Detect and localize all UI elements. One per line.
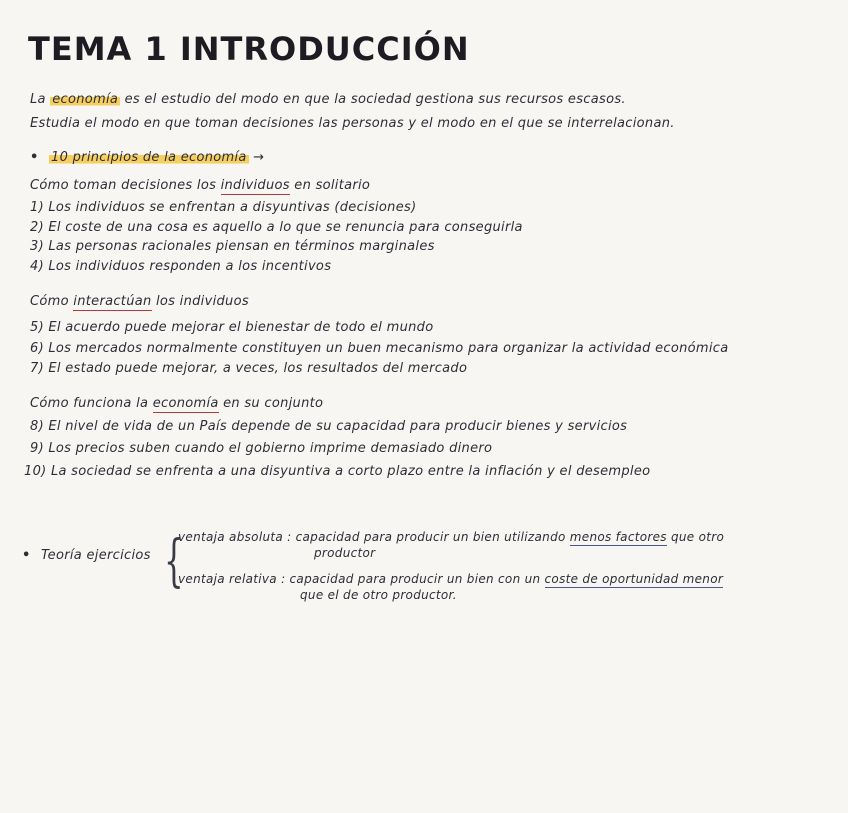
ventaja-absoluta-text: capacidad para producir un bien utilizando	[295, 530, 566, 544]
intro-line-1	[30, 92, 626, 107]
intro-word: La	[30, 92, 46, 107]
ventaja-absoluta-label: ventaja absoluta :	[178, 530, 292, 544]
group1-heading-text: Cómo toman decisiones los	[30, 178, 217, 193]
group1-heading-text-end: en solitario	[294, 178, 371, 193]
principle-item: 1) Los individuos se enfrentan a disyuntivas (decisiones)	[30, 200, 417, 215]
principle-item: 2) El coste de una cosa es aquello a lo que se renuncia para conseguirla	[30, 220, 523, 235]
principle-item: 3) Las personas racionales piensan en términos marginales	[30, 239, 435, 254]
principle-item: 6) Los mercados normalmente constituyen un buen mecanismo para organizar la actividad económica	[30, 341, 729, 356]
group2-heading-text-end: los individuos	[155, 294, 249, 309]
principle-item: 10) La sociedad se enfrenta a una disyuntiva a corto plazo entre la inflación y el desempleo	[24, 464, 651, 479]
ventaja-absoluta-underlined: menos factores	[569, 530, 667, 544]
principle-item: 5) El acuerdo puede mejorar el bienestar de todo el mundo	[30, 320, 434, 335]
principios-heading	[30, 150, 264, 165]
page-title: TEMA 1 INTRODUCCIÓN	[28, 30, 470, 68]
principle-item: 8) El nivel de vida de un País depende de su capacidad para producir bienes y servicios	[30, 419, 628, 434]
principios-title: 10 principios de la economía	[51, 150, 247, 165]
group2-heading-underlined: interactúan	[73, 294, 152, 309]
ventaja-relativa-text: capacidad para producir un bien con un	[289, 572, 541, 586]
bullet-icon: •	[30, 150, 39, 165]
principle-item: 7) El estado puede mejorar, a veces, los resultados del mercado	[30, 361, 468, 376]
group3-heading-underlined: economía	[152, 396, 219, 411]
group3-heading	[30, 396, 323, 411]
bullet-icon: •	[22, 548, 31, 563]
teoria-label-text: Teoría ejercicios	[41, 548, 151, 563]
intro-definition: es el estudio del modo en que la sociedad gestiona sus recursos escasos.	[124, 92, 626, 107]
group2-heading	[30, 294, 249, 309]
ventaja-absoluta-text-end: que otro	[670, 530, 725, 544]
group1-heading	[30, 178, 370, 193]
ventaja-relativa-underlined: coste de oportunidad menor	[544, 572, 724, 586]
principle-item: 4) Los individuos responden a los incentivos	[30, 259, 332, 274]
ventaja-absoluta	[178, 530, 724, 544]
group3-heading-text: Cómo funciona la	[30, 396, 149, 411]
group2-heading-text: Cómo	[30, 294, 69, 309]
arrow-right-icon: →	[253, 150, 265, 165]
intro-line-2: Estudia el modo en que toman decisiones las personas y el modo en el que se interrelacionan.	[30, 116, 675, 131]
ventaja-relativa-label: ventaja relativa :	[178, 572, 286, 586]
left-brace-icon: {	[164, 529, 184, 594]
group1-heading-underlined: individuos	[220, 178, 290, 193]
group3-heading-text-end: en su conjunto	[223, 396, 324, 411]
ventaja-relativa-cont: que el de otro productor.	[300, 588, 457, 602]
ventaja-relativa	[178, 572, 723, 586]
teoria-label	[22, 548, 151, 563]
ventaja-absoluta-cont: productor	[314, 546, 376, 560]
principle-item: 9) Los precios suben cuando el gobierno imprime demasiado dinero	[30, 441, 493, 456]
highlighted-term-economia: economía	[52, 92, 119, 107]
